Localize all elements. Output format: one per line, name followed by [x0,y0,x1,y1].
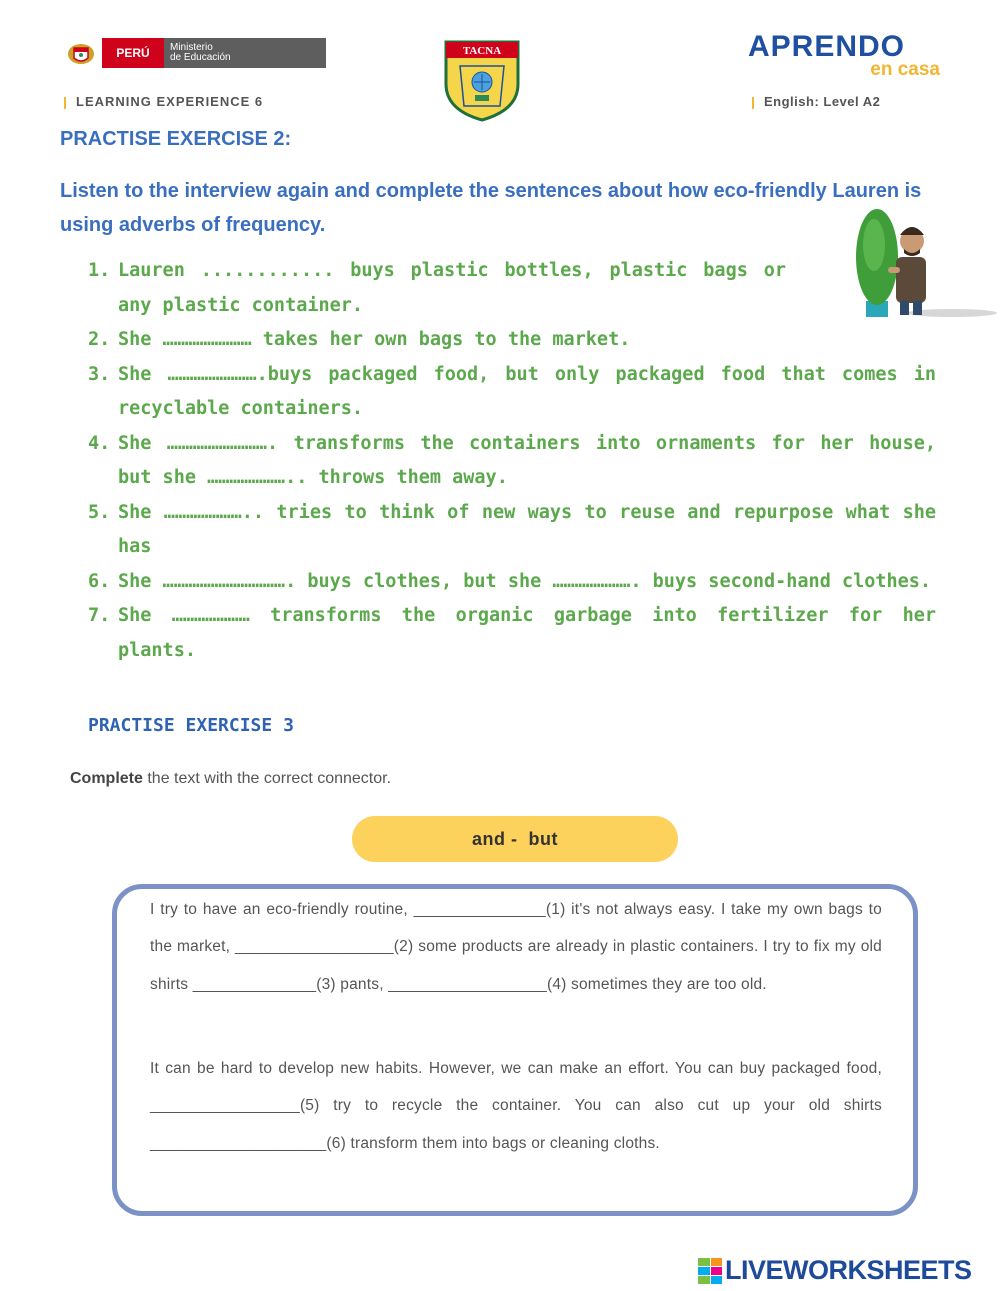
learning-experience-label: LEARNING EXPERIENCE 6 [64,94,263,109]
liveworksheets-brand: LIVEWORKSHEETS [725,1255,972,1285]
list-item: 7. She ………………… transforms the organic garbage into fertilizer for her plants. [88,605,936,661]
exercise3-title: PRACTISE EXERCISE 3 [88,715,294,736]
sentence-list [88,254,936,668]
list-item: 4. She ………………………. transforms the containers into ornaments for her house, but she ………………….. throws them away. [88,432,936,488]
exercise3-instruction: Complete the text with the correct connector. [70,770,392,787]
crest-top-text: TACNA [462,45,502,57]
cloze-paragraph-1: I try to have an eco-friendly routine, _______________(1) it's not always easy. I take my own bags to the market, __________________(2) some products are already in plastic containers. I try to fix my old shirts ______________(3) pants, __________________(4) sometimes they are too old. [150,901,882,993]
exercise2-instruction: Listen to the interview again and complete the sentences about how eco-friendly Lauren is using adverbs of frequency. [60,180,922,236]
cloze-paragraph-2: It can be hard to develop new habits. However, we can make an effort. You can buy packaged food, _________________(5) try to recycle the container. You can also cut up your old shirts ____________________(6) transform them into bags or cleaning cloths. [150,1060,882,1152]
country-label: PERÚ [102,38,164,68]
school-crest [442,40,522,122]
level-label: English: Level A2 [752,94,880,109]
liveworksheets-logo [698,1255,972,1286]
ministry-label: Ministerio de Educación [164,38,326,68]
ministry-logo [60,38,326,68]
program-subtitle: en casa [870,59,940,80]
list-item: 5. She ………………….. tries to think of new ways to reuse and repurpose what she has [88,501,936,557]
connector-word-bank: and - but [352,816,678,862]
program-title: APRENDO [748,30,906,63]
exercise2-title: PRACTISE EXERCISE 2: [60,128,292,150]
list-item: 2. She …………………… takes her own bags to the market. [88,329,631,350]
aprendo-en-casa-logo [748,32,944,78]
liveworksheets-icon [698,1258,722,1284]
peru-shield-icon [60,38,102,68]
list-item: 3. She …………………….buys packaged food, but only packaged food that comes in recyclable containers. [88,363,936,419]
list-item: 6. She ……………………………. buys clothes, but she …………………. buys second-hand clothes. [88,570,932,592]
list-item: 1. Lauren ............ buys plastic bottles, plastic bags or any plastic container. [88,260,786,316]
